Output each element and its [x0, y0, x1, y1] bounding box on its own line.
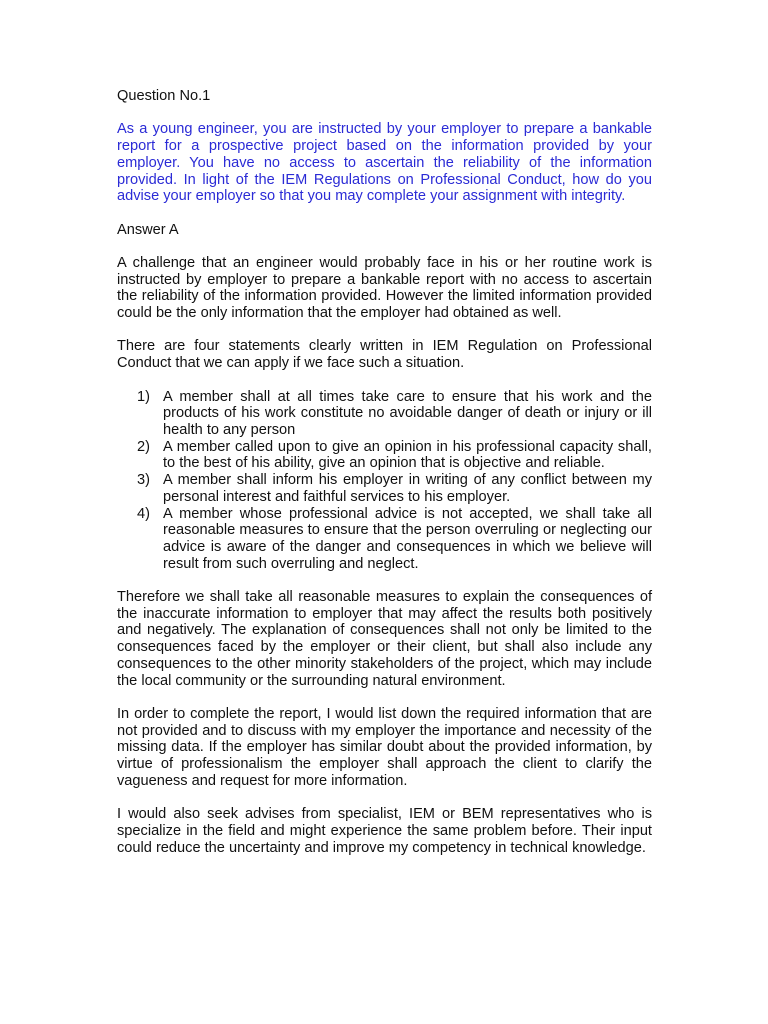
statements-list — [117, 389, 652, 573]
paragraph-1: A challenge that an engineer would probably face in his or her routine work is instructed by employer to prepare a bankable report with no access to ascertain the reliability of the information provided. However the limited information provided could be the only information that the employer had obtained as well. — [117, 254, 652, 322]
list-item-number: 2) — [137, 438, 150, 455]
answer-heading: Answer A — [117, 221, 179, 238]
list-item-number: 3) — [137, 472, 150, 489]
question-title: Question No.1 — [117, 88, 211, 104]
document-page — [117, 88, 652, 856]
list-item-text: A member called upon to give an opinion in his professional capacity shall, to the best of his ability, give an opinion that is objective and reliable. — [163, 438, 652, 472]
paragraph-4: In order to complete the report, I would list down the required information that are not provided and to discuss with my employer the importance and necessity of the missing data. If the employer has similar doubt about the provided information, by virtue of professionalism the employer shall approach the client to clarify the vagueness and request for more information. — [117, 705, 652, 789]
list-item — [117, 506, 652, 573]
paragraph-3: Therefore we shall take all reasonable measures to explain the consequences of the inaccurate information to employer that may affect the results both positively and negatively. The explanation of consequences shall not only be limited to the consequences faced by the employer or their client, but shall also include any consequences to the other minority stakeholders of the project, which may include the local community or the surrounding natural environment. — [117, 589, 652, 689]
list-item — [117, 472, 652, 505]
list-item — [117, 389, 652, 439]
list-item — [117, 439, 652, 472]
list-item-number: 1) — [137, 388, 150, 405]
list-item-number: 4) — [137, 505, 150, 522]
question-text: As a young engineer, you are instructed by your employer to prepare a bankable report for a prospective project based on the information provided by your employer. You have no access to ascertain the reliability of the information provided. In light of the IEM Regulations on Professional Conduct, how do you advise your employer so that you may complete your assignment with integrity. — [117, 121, 652, 205]
list-item-text: A member shall at all times take care to ensure that his work and the products of his work constitute no avoidable danger of death or injury or ill health to any person — [163, 388, 652, 438]
list-item-text: A member shall inform his employer in writing of any conflict between my personal interest and faithful services to his employer. — [163, 472, 652, 505]
paragraph-5: I would also seek advises from specialist, IEM or BEM representatives who is specialize in the field and might experience the same problem before. Their input could reduce the uncertainty and improve my competency in technical knowledge. — [117, 806, 652, 856]
list-item-text: A member whose professional advice is not accepted, we shall take all reasonable measures to ensure that the person overruling or neglecting our advice is aware of the danger and consequences in which we believe will result from such overruling and neglect. — [163, 505, 652, 572]
paragraph-2: There are four statements clearly written in IEM Regulation on Professional Conduct that we can apply if we face such a situation. — [117, 338, 652, 372]
